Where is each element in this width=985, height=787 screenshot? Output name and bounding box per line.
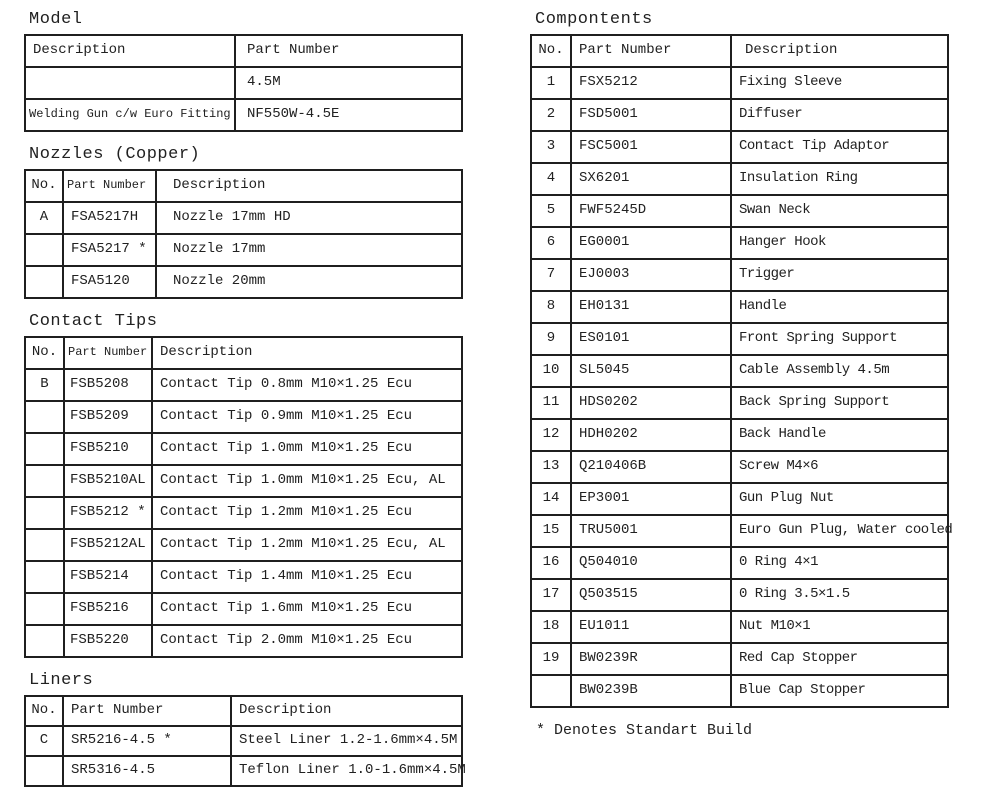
table-cell: C — [25, 726, 63, 756]
table-row — [25, 202, 462, 234]
liners-table — [24, 695, 466, 787]
table-cell: Q210406B — [571, 451, 731, 483]
liners-title: Liners — [29, 671, 94, 690]
table-row — [531, 323, 948, 355]
table-row — [531, 611, 948, 643]
table-cell: 16 — [531, 547, 571, 579]
table-cell: EU1011 — [571, 611, 731, 643]
table-cell: 17 — [531, 579, 571, 611]
table-cell: HDH0202 — [571, 419, 731, 451]
table-row — [531, 355, 948, 387]
table-cell: FSB5210AL — [64, 465, 152, 497]
table-row — [25, 497, 462, 529]
table-cell: Fixing Sleeve — [731, 67, 948, 99]
column-header: Description — [231, 696, 462, 726]
table-cell: B — [25, 369, 64, 401]
table-cell: FSB5220 — [64, 625, 152, 657]
column-header: Description — [731, 35, 948, 67]
table-cell: Front Spring Support — [731, 323, 948, 355]
table-cell: SL5045 — [571, 355, 731, 387]
table-cell — [531, 675, 571, 707]
table-cell: Handle — [731, 291, 948, 323]
table-cell: FSA5120 — [63, 266, 156, 298]
header-row — [25, 696, 462, 726]
column-header: No. — [25, 696, 63, 726]
table-cell: Nozzle 17mm — [156, 234, 462, 266]
table-cell: TRU5001 — [571, 515, 731, 547]
table-cell: 11 — [531, 387, 571, 419]
table-row — [531, 547, 948, 579]
table-cell: Cable Assembly 4.5m — [731, 355, 948, 387]
header-row — [25, 35, 462, 67]
liners-section — [24, 671, 466, 787]
table-cell: 12 — [531, 419, 571, 451]
table-row — [531, 387, 948, 419]
table-cell: 0 Ring 4×1 — [731, 547, 948, 579]
table-cell: Contact Tip 1.0mm M10×1.25 Ecu — [152, 433, 462, 465]
table-row — [531, 675, 948, 707]
table-cell: 3 — [531, 131, 571, 163]
table-cell: ES0101 — [571, 323, 731, 355]
table-cell: Contact Tip 1.4mm M10×1.25 Ecu — [152, 561, 462, 593]
table-row — [25, 465, 462, 497]
table-cell — [25, 497, 64, 529]
components-title: Compontents — [535, 10, 653, 29]
nozzles-section — [24, 145, 463, 299]
table-cell: 7 — [531, 259, 571, 291]
table-cell: Welding Gun c/w Euro Fitting — [25, 99, 235, 131]
table-cell — [25, 465, 64, 497]
table-cell: Teflon Liner 1.0-1.6mm×4.5M — [231, 756, 462, 786]
table-cell: HDS0202 — [571, 387, 731, 419]
model-section — [24, 10, 463, 132]
table-cell — [25, 401, 64, 433]
header-row — [531, 35, 948, 67]
model-table — [24, 34, 463, 132]
table-cell: Contact Tip 1.0mm M10×1.25 Ecu, AL — [152, 465, 462, 497]
table-row — [531, 419, 948, 451]
table-cell: 4 — [531, 163, 571, 195]
table-cell: Steel Liner 1.2-1.6mm×4.5M — [231, 726, 462, 756]
table-cell: FSX5212 — [571, 67, 731, 99]
table-cell: FSB5212AL — [64, 529, 152, 561]
contact-tips-section — [24, 312, 463, 658]
column-header: Part Number — [235, 35, 462, 67]
table-cell: 15 — [531, 515, 571, 547]
table-cell: 4.5M — [235, 67, 462, 99]
table-cell: Contact Tip 1.2mm M10×1.25 Ecu — [152, 497, 462, 529]
table-cell: 5 — [531, 195, 571, 227]
table-cell: A — [25, 202, 63, 234]
table-cell: 13 — [531, 451, 571, 483]
table-row — [25, 625, 462, 657]
table-row — [25, 593, 462, 625]
table-cell: 0 Ring 3.5×1.5 — [731, 579, 948, 611]
column-header: No. — [25, 170, 63, 202]
table-cell: Swan Neck — [731, 195, 948, 227]
table-cell: 6 — [531, 227, 571, 259]
table-cell: Hanger Hook — [731, 227, 948, 259]
nozzles-title: Nozzles (Copper) — [29, 145, 201, 164]
table-cell: Contact Tip 0.8mm M10×1.25 Ecu — [152, 369, 462, 401]
table-cell: SX6201 — [571, 163, 731, 195]
column-header: Part Number — [63, 696, 231, 726]
table-cell: Q504010 — [571, 547, 731, 579]
table-cell: Nozzle 20mm — [156, 266, 462, 298]
column-header: Part Number — [571, 35, 731, 67]
table-row — [531, 291, 948, 323]
table-cell: FSB5212 * — [64, 497, 152, 529]
table-cell: FSB5210 — [64, 433, 152, 465]
column-header: Description — [156, 170, 462, 202]
table-row — [531, 67, 948, 99]
table-row — [25, 67, 462, 99]
table-cell — [25, 561, 64, 593]
table-row — [531, 163, 948, 195]
table-row — [25, 529, 462, 561]
table-cell: FSB5209 — [64, 401, 152, 433]
table-cell: Diffuser — [731, 99, 948, 131]
table-cell — [25, 234, 63, 266]
table-row — [531, 483, 948, 515]
table-cell: Contact Tip 2.0mm M10×1.25 Ecu — [152, 625, 462, 657]
table-cell: Contact Tip Adaptor — [731, 131, 948, 163]
table-row — [531, 195, 948, 227]
table-cell: FWF5245D — [571, 195, 731, 227]
table-row — [531, 131, 948, 163]
table-row — [25, 433, 462, 465]
table-cell: FSA5217 * — [63, 234, 156, 266]
table-cell: Screw M4×6 — [731, 451, 948, 483]
table-cell: 2 — [531, 99, 571, 131]
table-cell: Red Cap Stopper — [731, 643, 948, 675]
table-cell: Back Handle — [731, 419, 948, 451]
column-header: Part Number — [64, 337, 152, 369]
table-row — [531, 515, 948, 547]
column-header: No. — [531, 35, 571, 67]
table-cell: Gun Plug Nut — [731, 483, 948, 515]
table-row — [531, 259, 948, 291]
table-row — [531, 643, 948, 675]
right-column — [530, 10, 953, 739]
table-cell — [25, 625, 64, 657]
table-cell: SR5216-4.5 * — [63, 726, 231, 756]
table-cell: 9 — [531, 323, 571, 355]
table-cell: EH0131 — [571, 291, 731, 323]
table-cell: Q503515 — [571, 579, 731, 611]
table-cell: BW0239B — [571, 675, 731, 707]
table-cell — [25, 266, 63, 298]
contact-tips-title: Contact Tips — [29, 312, 158, 331]
table-cell: EG0001 — [571, 227, 731, 259]
table-row — [25, 756, 462, 786]
table-cell: Contact Tip 1.2mm M10×1.25 Ecu, AL — [152, 529, 462, 561]
column-header: Part Number — [63, 170, 156, 202]
table-row — [531, 99, 948, 131]
left-column — [24, 10, 466, 787]
table-cell: Back Spring Support — [731, 387, 948, 419]
table-cell: FSA5217H — [63, 202, 156, 234]
table-cell: FSC5001 — [571, 131, 731, 163]
standard-build-footnote: * Denotes Standart Build — [536, 722, 753, 739]
table-cell: BW0239R — [571, 643, 731, 675]
table-cell: 1 — [531, 67, 571, 99]
column-header: No. — [25, 337, 64, 369]
table-cell: FSB5214 — [64, 561, 152, 593]
components-section — [530, 10, 953, 708]
column-header: Description — [25, 35, 235, 67]
table-cell: Blue Cap Stopper — [731, 675, 948, 707]
model-title: Model — [29, 10, 83, 29]
table-cell: Euro Gun Plug, Water cooled — [731, 515, 948, 547]
table-cell — [25, 756, 63, 786]
table-cell: 14 — [531, 483, 571, 515]
table-cell: FSB5208 — [64, 369, 152, 401]
table-row — [25, 266, 462, 298]
table-cell: NF550W-4.5E — [235, 99, 462, 131]
table-row — [531, 227, 948, 259]
table-cell: 19 — [531, 643, 571, 675]
table-cell: EJ0003 — [571, 259, 731, 291]
table-cell: 10 — [531, 355, 571, 387]
table-cell: Trigger — [731, 259, 948, 291]
table-row — [25, 99, 462, 131]
table-cell: Nozzle 17mm HD — [156, 202, 462, 234]
table-cell: EP3001 — [571, 483, 731, 515]
table-cell — [25, 433, 64, 465]
table-cell — [25, 67, 235, 99]
table-cell: FSB5216 — [64, 593, 152, 625]
table-cell: Nut M10×1 — [731, 611, 948, 643]
table-cell: 18 — [531, 611, 571, 643]
table-row — [25, 234, 462, 266]
table-row — [25, 726, 462, 756]
table-row — [25, 561, 462, 593]
components-table — [530, 34, 953, 708]
header-row — [25, 337, 462, 369]
table-row — [25, 369, 462, 401]
header-row — [25, 170, 462, 202]
table-cell — [25, 593, 64, 625]
table-cell: 8 — [531, 291, 571, 323]
column-header: Description — [152, 337, 462, 369]
table-row — [25, 401, 462, 433]
table-cell: SR5316-4.5 — [63, 756, 231, 786]
contact-tips-table — [24, 336, 463, 658]
table-cell: Contact Tip 0.9mm M10×1.25 Ecu — [152, 401, 462, 433]
table-row — [531, 579, 948, 611]
table-cell: FSD5001 — [571, 99, 731, 131]
nozzles-table — [24, 169, 463, 299]
table-row — [531, 451, 948, 483]
table-cell: Contact Tip 1.6mm M10×1.25 Ecu — [152, 593, 462, 625]
table-cell: Insulation Ring — [731, 163, 948, 195]
table-cell — [25, 529, 64, 561]
